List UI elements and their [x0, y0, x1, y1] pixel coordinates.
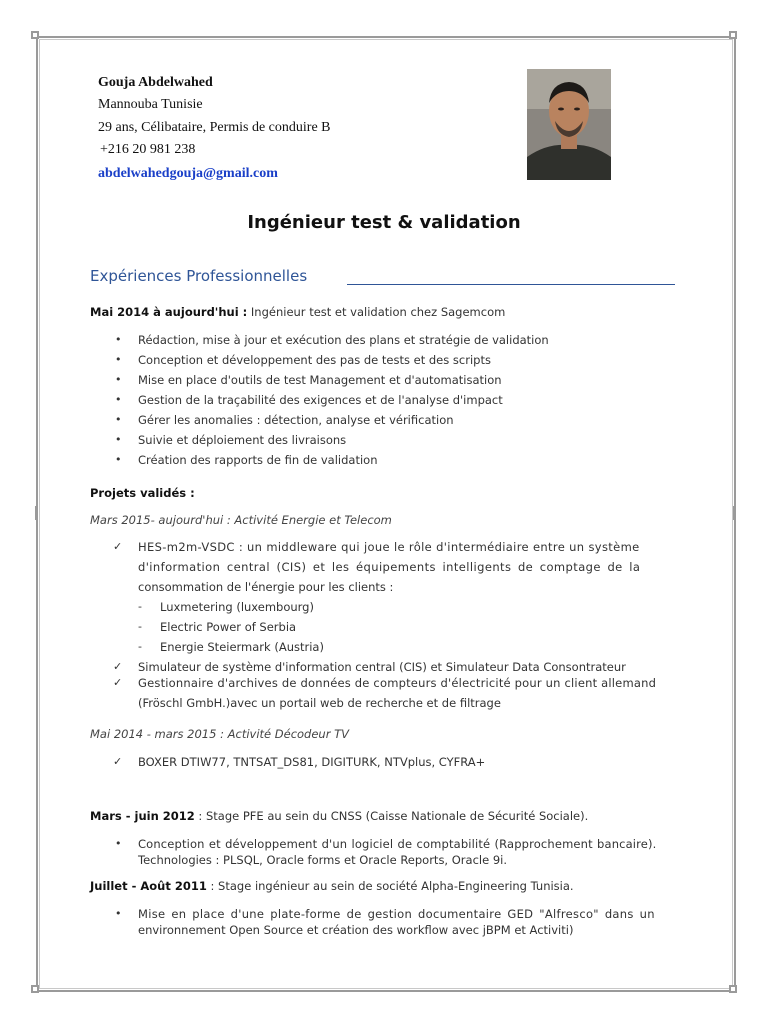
candidate-city: Mannouba Tunisie: [98, 97, 203, 112]
dash-icon: -: [138, 620, 142, 633]
project-item: Simulateur de système d'information central (CIS) et Simulateur Data Consontrateur: [138, 660, 626, 674]
job-entry-header: [90, 809, 588, 823]
project-desc-line: (Fröschl GmbH.)avec un portail web de recherche et de filtrage: [138, 696, 501, 710]
list-item: Gérer les anomalies : détection, analyse et vérification: [138, 413, 454, 427]
bullet-icon: •: [115, 373, 122, 386]
project-item: BOXER DTIW77, TNTSAT_DS81, DIGITURK, NTVplus, CYFRA+: [138, 755, 486, 769]
list-item: Suivie et déploiement des livraisons: [138, 433, 347, 447]
check-icon: ✓: [113, 755, 123, 768]
bullet-icon: •: [115, 433, 122, 446]
bullet-icon: •: [115, 453, 122, 466]
corner-ornament: [729, 31, 737, 39]
list-item: Conception et développement des pas de tests et des scripts: [138, 353, 491, 367]
bullet-icon: •: [115, 333, 122, 346]
section-heading-experience: Expériences Professionnelles: [90, 267, 308, 285]
bullet-icon: •: [115, 393, 122, 406]
project-desc-line: Gestionnaire d'archives de données de compteurs d'électricité pour un client allemand: [138, 676, 657, 690]
section-underline: [347, 284, 675, 285]
candidate-email-link[interactable]: abdelwahedgouja@gmail.com: [98, 166, 278, 181]
project-period: Mai 2014 - mars 2015 : Activité Décodeur TV: [90, 727, 349, 741]
job-period: Mai 2014 à aujourd'hui :: [90, 305, 248, 319]
job-period: Juillet - Août 2011: [90, 879, 207, 893]
border-tick: [35, 506, 38, 520]
list-item: Gestion de la traçabilité des exigences et de l'analyse d'impact: [138, 393, 503, 407]
bullet-icon: •: [115, 413, 122, 426]
candidate-photo: [527, 69, 611, 180]
dash-icon: -: [138, 600, 142, 613]
project-desc-line: d'information central (CIS) et les équipements intelligents de comptage de la: [138, 560, 641, 574]
corner-ornament: [31, 31, 39, 39]
candidate-info: 29 ans, Célibataire, Permis de conduire B: [98, 120, 331, 135]
projects-heading: Projets validés :: [90, 486, 195, 500]
job-entry-header: [90, 879, 574, 893]
job-desc-line: environnement Open Source et création des workflow avec jBPM et Activiti): [138, 923, 574, 937]
job-entry-header: [90, 305, 505, 319]
project-period: Mars 2015- aujourd'hui : Activité Energie et Telecom: [90, 513, 392, 527]
job-description: : Stage PFE au sein du CNSS (Caisse Nationale de Sécurité Sociale).: [194, 809, 589, 823]
job-desc-line: Mise en place d'une plate-forme de gestion documentaire GED "Alfresco" dans un: [138, 907, 655, 921]
job-desc-line: Conception et développement d'un logiciel de comptabilité (Rapprochement bancaire).: [138, 837, 657, 851]
dash-icon: -: [138, 640, 142, 653]
client-item: Electric Power of Serbia: [160, 620, 297, 634]
list-item: Mise en place d'outils de test Management et d'automatisation: [138, 373, 502, 387]
list-item: Création des rapports de fin de validation: [138, 453, 378, 467]
bullet-icon: •: [115, 837, 122, 850]
border-tick: [733, 506, 736, 520]
candidate-name: Gouja Abdelwahed: [98, 75, 213, 90]
job-role: Ingénieur test et validation chez Sagemcom: [250, 305, 506, 319]
corner-ornament: [31, 985, 39, 993]
list-item: Rédaction, mise à jour et exécution des plans et stratégie de validation: [138, 333, 549, 347]
client-item: Luxmetering (luxembourg): [160, 600, 314, 614]
bullet-icon: •: [115, 907, 122, 920]
candidate-phone: +216 20 981 238: [100, 142, 196, 157]
check-icon: ✓: [113, 676, 123, 689]
corner-ornament: [729, 985, 737, 993]
job-period: Mars - juin 2012: [90, 809, 195, 823]
project-desc-line: HES-m2m-VSDC : un middleware qui joue le rôle d'intermédiaire entre un système: [138, 540, 640, 554]
project-desc-line: consommation de l'énergie pour les clients :: [138, 580, 394, 594]
check-icon: ✓: [113, 660, 123, 673]
client-item: Energie Steiermark (Austria): [160, 640, 324, 654]
bullet-icon: •: [115, 353, 122, 366]
job-description: : Stage ingénieur au sein de société Alpha-Engineering Tunisia.: [206, 879, 574, 893]
job-desc-line: Technologies : PLSQL, Oracle forms et Oracle Reports, Oracle 9i.: [138, 853, 507, 867]
cv-title: Ingénieur test & validation: [247, 212, 521, 233]
check-icon: ✓: [113, 540, 123, 553]
